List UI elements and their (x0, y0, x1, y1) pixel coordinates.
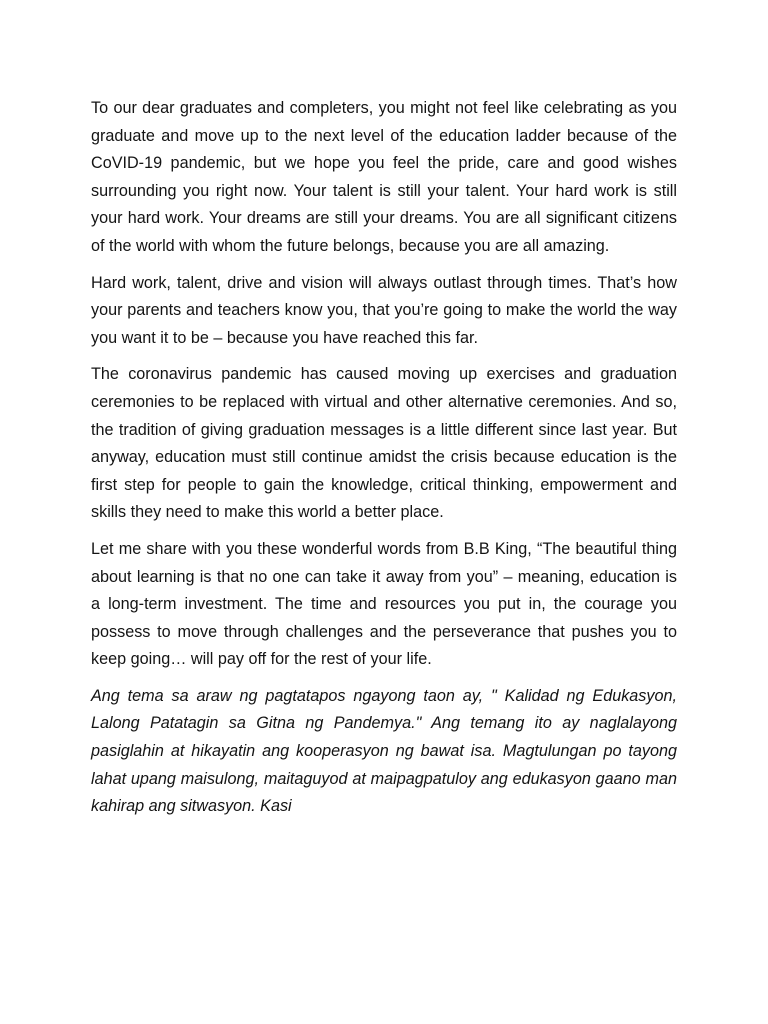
paragraph-filipino-theme: Ang tema sa araw ng pagtatapos ngayong taon ay, " Kalidad ng Edukasyon, Lalong Patatagin sa Gitna ng Pandemya." Ang temang ito ay naglalayong pasiglahin at hikayatin ang kooperasyon ng bawat isa. Magtulungan po tayong lahat upang maisulong, maitaguyod at maipagpatuloy ang edukasyon gaano man kahirap ang sitwasyon. Kasi (91, 686, 677, 816)
paragraph-hard-work: Hard work, talent, drive and vision will always outlast through times. That’s how your parents and teachers know you, that you’re going to make the world the way you want it to be – because you have reached this far. (91, 273, 677, 347)
paragraph-pandemic-ceremonies: The coronavirus pandemic has caused moving up exercises and graduation ceremonies to be replaced with virtual and other alternative ceremonies. And so, the tradition of giving graduation messages is a little different since last year. But anyway, education must still continue amidst the crisis because education is the first step for people to gain the knowledge, critical thinking, empowerment and skills they need to make this world a better place. (91, 365, 677, 522)
paragraph-bb-king-quote: Let me share with you these wonderful words from B.B King, “The beautiful thing about learning is that no one can take it away from you” – meaning, education is a long-term investment. The time and resources you put in, the courage you possess to move through challenges and the perseverance that pushes you to keep going… will pay off for the rest of your life. (91, 539, 677, 669)
document-body (91, 95, 677, 830)
paragraph-graduates-greeting: To our dear graduates and completers, you might not feel like celebrating as you graduate and move up to the next level of the education ladder because of the CoVID-19 pandemic, but we hope you feel the pride, care and good wishes surrounding you right now. Your talent is still your talent. Your hard work is still your hard work. Your dreams are still your dreams. You are all significant citizens of the world with whom the future belongs, because you are all amazing. (91, 99, 677, 255)
